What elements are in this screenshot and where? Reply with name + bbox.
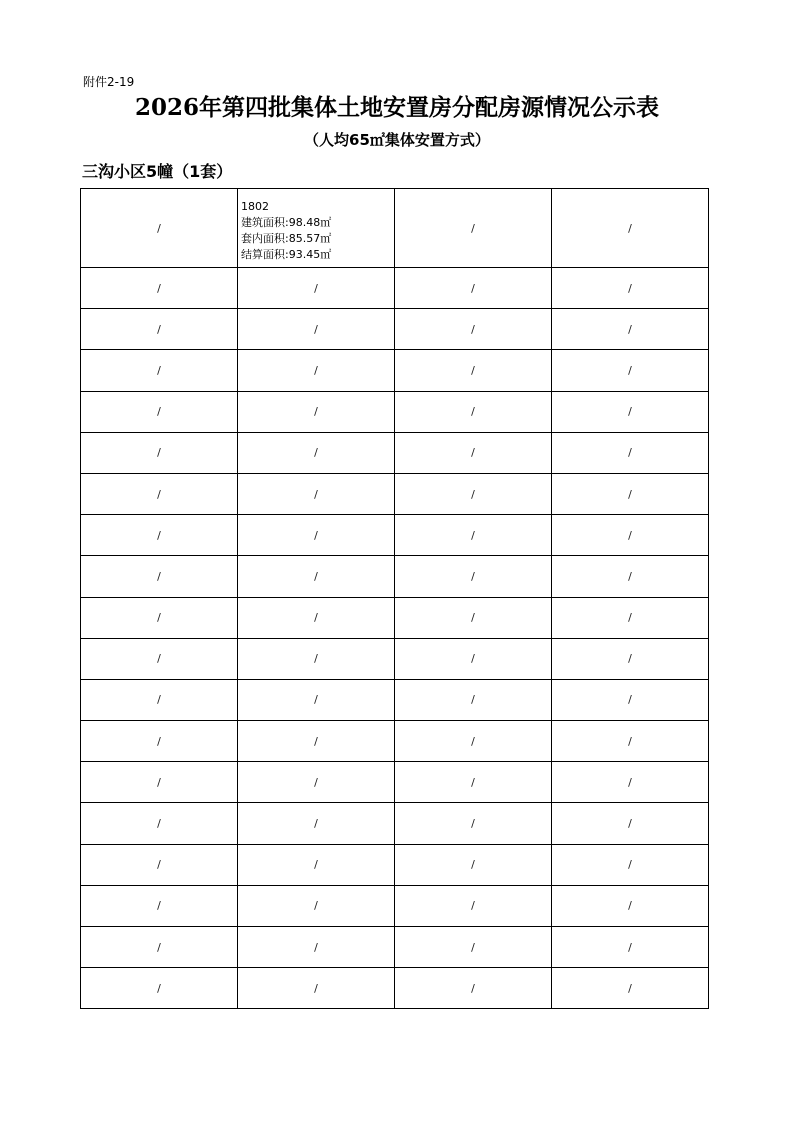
empty-mark: / (157, 221, 161, 235)
empty-cell (552, 432, 709, 473)
empty-cell (238, 638, 395, 679)
empty-mark: / (157, 981, 161, 995)
empty-cell (395, 679, 552, 720)
empty-cell (395, 556, 552, 597)
empty-mark: / (157, 281, 161, 295)
empty-cell (395, 968, 552, 1009)
empty-cell (552, 638, 709, 679)
table-row (81, 968, 709, 1009)
empty-mark: / (157, 899, 161, 913)
empty-mark: / (314, 405, 318, 419)
empty-mark: / (314, 611, 318, 625)
empty-mark: / (157, 363, 161, 377)
empty-mark: / (471, 487, 475, 501)
empty-cell (81, 968, 238, 1009)
unit-info (238, 189, 394, 263)
empty-mark: / (628, 858, 632, 872)
empty-mark: / (157, 487, 161, 501)
empty-cell (238, 597, 395, 638)
empty-mark: / (628, 405, 632, 419)
empty-mark: / (471, 652, 475, 666)
empty-cell (238, 844, 395, 885)
empty-mark: / (628, 322, 632, 336)
empty-mark: / (628, 899, 632, 913)
page-title: 2026年第四批集体土地安置房分配房源情况公示表 (134, 94, 659, 121)
empty-mark: / (628, 281, 632, 295)
empty-cell (552, 679, 709, 720)
table-row (81, 515, 709, 556)
empty-cell (552, 597, 709, 638)
empty-mark: / (157, 322, 161, 336)
empty-cell (81, 309, 238, 350)
empty-cell (552, 189, 709, 268)
empty-cell (238, 885, 395, 926)
empty-cell (81, 597, 238, 638)
empty-cell (552, 721, 709, 762)
unit-inner-area: 套内面积:85.57㎡ (241, 232, 332, 245)
empty-cell (81, 762, 238, 803)
empty-mark: / (471, 981, 475, 995)
empty-mark: / (471, 569, 475, 583)
empty-cell (395, 927, 552, 968)
empty-cell (81, 432, 238, 473)
table-row (81, 638, 709, 679)
section-heading: 三沟小区5幢（1套） (82, 162, 233, 181)
empty-cell (552, 968, 709, 1009)
table-row (81, 679, 709, 720)
empty-mark: / (157, 940, 161, 954)
empty-cell (238, 391, 395, 432)
empty-cell (395, 721, 552, 762)
empty-mark: / (157, 569, 161, 583)
empty-cell (395, 515, 552, 556)
empty-mark: / (628, 817, 632, 831)
empty-cell (395, 803, 552, 844)
empty-cell (395, 885, 552, 926)
empty-mark: / (628, 652, 632, 666)
empty-mark: / (471, 281, 475, 295)
empty-mark: / (314, 281, 318, 295)
empty-mark: / (314, 734, 318, 748)
empty-mark: / (157, 405, 161, 419)
empty-cell (238, 762, 395, 803)
empty-mark: / (314, 652, 318, 666)
empty-cell (395, 473, 552, 514)
empty-mark: / (157, 858, 161, 872)
table-row (81, 762, 709, 803)
empty-cell (552, 391, 709, 432)
empty-mark: / (314, 363, 318, 377)
empty-mark: / (628, 569, 632, 583)
empty-mark: / (471, 363, 475, 377)
table-row (81, 268, 709, 309)
empty-cell (81, 885, 238, 926)
empty-mark: / (471, 528, 475, 542)
empty-cell (238, 721, 395, 762)
empty-mark: / (314, 446, 318, 460)
empty-cell (552, 927, 709, 968)
empty-mark: / (471, 734, 475, 748)
empty-mark: / (157, 693, 161, 707)
table-row (81, 721, 709, 762)
empty-cell (395, 597, 552, 638)
empty-cell (395, 350, 552, 391)
empty-mark: / (628, 775, 632, 789)
table-row (81, 391, 709, 432)
unit-settlement-area: 结算面积:93.45㎡ (241, 248, 332, 261)
table-row (81, 597, 709, 638)
empty-cell (81, 803, 238, 844)
empty-cell (81, 679, 238, 720)
table-row (81, 350, 709, 391)
empty-cell (552, 473, 709, 514)
empty-mark: / (471, 858, 475, 872)
empty-cell (552, 803, 709, 844)
empty-mark: / (628, 940, 632, 954)
empty-mark: / (471, 940, 475, 954)
empty-mark: / (314, 528, 318, 542)
empty-cell (81, 268, 238, 309)
empty-mark: / (314, 899, 318, 913)
empty-mark: / (314, 775, 318, 789)
empty-cell (238, 309, 395, 350)
unit-building-area: 建筑面积:98.48㎡ (241, 216, 332, 229)
empty-cell (395, 309, 552, 350)
table-row (81, 844, 709, 885)
empty-mark: / (471, 221, 475, 235)
table-row (81, 885, 709, 926)
empty-mark: / (314, 322, 318, 336)
empty-cell (552, 885, 709, 926)
empty-cell (238, 515, 395, 556)
empty-cell (238, 473, 395, 514)
empty-mark: / (314, 940, 318, 954)
empty-cell (81, 391, 238, 432)
empty-cell (81, 473, 238, 514)
empty-cell (552, 515, 709, 556)
empty-cell (552, 762, 709, 803)
empty-mark: / (157, 817, 161, 831)
empty-mark: / (471, 899, 475, 913)
empty-mark: / (157, 446, 161, 460)
empty-cell (81, 721, 238, 762)
empty-mark: / (314, 487, 318, 501)
empty-cell (81, 515, 238, 556)
empty-mark: / (314, 817, 318, 831)
empty-mark: / (471, 446, 475, 460)
empty-mark: / (314, 858, 318, 872)
empty-cell (395, 844, 552, 885)
empty-cell (81, 927, 238, 968)
empty-cell (81, 638, 238, 679)
empty-cell (552, 350, 709, 391)
empty-cell (395, 638, 552, 679)
empty-cell (395, 268, 552, 309)
empty-cell (81, 556, 238, 597)
empty-mark: / (314, 569, 318, 583)
empty-cell (238, 268, 395, 309)
empty-cell (238, 679, 395, 720)
empty-cell (238, 968, 395, 1009)
empty-cell (552, 556, 709, 597)
empty-mark: / (471, 817, 475, 831)
empty-mark: / (314, 981, 318, 995)
empty-mark: / (157, 611, 161, 625)
empty-cell (395, 391, 552, 432)
empty-mark: / (471, 775, 475, 789)
empty-mark: / (628, 528, 632, 542)
empty-mark: / (628, 487, 632, 501)
table-row (81, 927, 709, 968)
table-row (81, 473, 709, 514)
empty-cell (238, 432, 395, 473)
empty-mark: / (628, 221, 632, 235)
empty-mark: / (314, 693, 318, 707)
empty-mark: / (157, 775, 161, 789)
empty-cell (81, 844, 238, 885)
table-row (81, 803, 709, 844)
empty-cell (395, 762, 552, 803)
empty-cell (238, 803, 395, 844)
table-row (81, 432, 709, 473)
empty-mark: / (628, 693, 632, 707)
unit-cell (238, 189, 395, 268)
housing-allocation-table (80, 188, 709, 1009)
empty-mark: / (157, 528, 161, 542)
empty-mark: / (157, 734, 161, 748)
empty-mark: / (628, 734, 632, 748)
attachment-number: 附件2-19 (83, 75, 135, 89)
table-row (81, 189, 709, 268)
empty-mark: / (628, 981, 632, 995)
empty-cell (81, 189, 238, 268)
table-row (81, 556, 709, 597)
empty-mark: / (628, 363, 632, 377)
empty-mark: / (157, 652, 161, 666)
empty-mark: / (471, 693, 475, 707)
empty-mark: / (628, 611, 632, 625)
empty-mark: / (471, 611, 475, 625)
empty-cell (395, 189, 552, 268)
empty-cell (238, 350, 395, 391)
empty-cell (552, 844, 709, 885)
empty-mark: / (471, 405, 475, 419)
empty-mark: / (628, 446, 632, 460)
empty-cell (238, 556, 395, 597)
empty-cell (81, 350, 238, 391)
empty-cell (552, 268, 709, 309)
empty-cell (395, 432, 552, 473)
empty-cell (238, 927, 395, 968)
empty-cell (552, 309, 709, 350)
table-row (81, 309, 709, 350)
empty-mark: / (471, 322, 475, 336)
unit-room-number: 1802 (241, 200, 269, 213)
page-subtitle: （人均65㎡集体安置方式） (304, 131, 490, 149)
